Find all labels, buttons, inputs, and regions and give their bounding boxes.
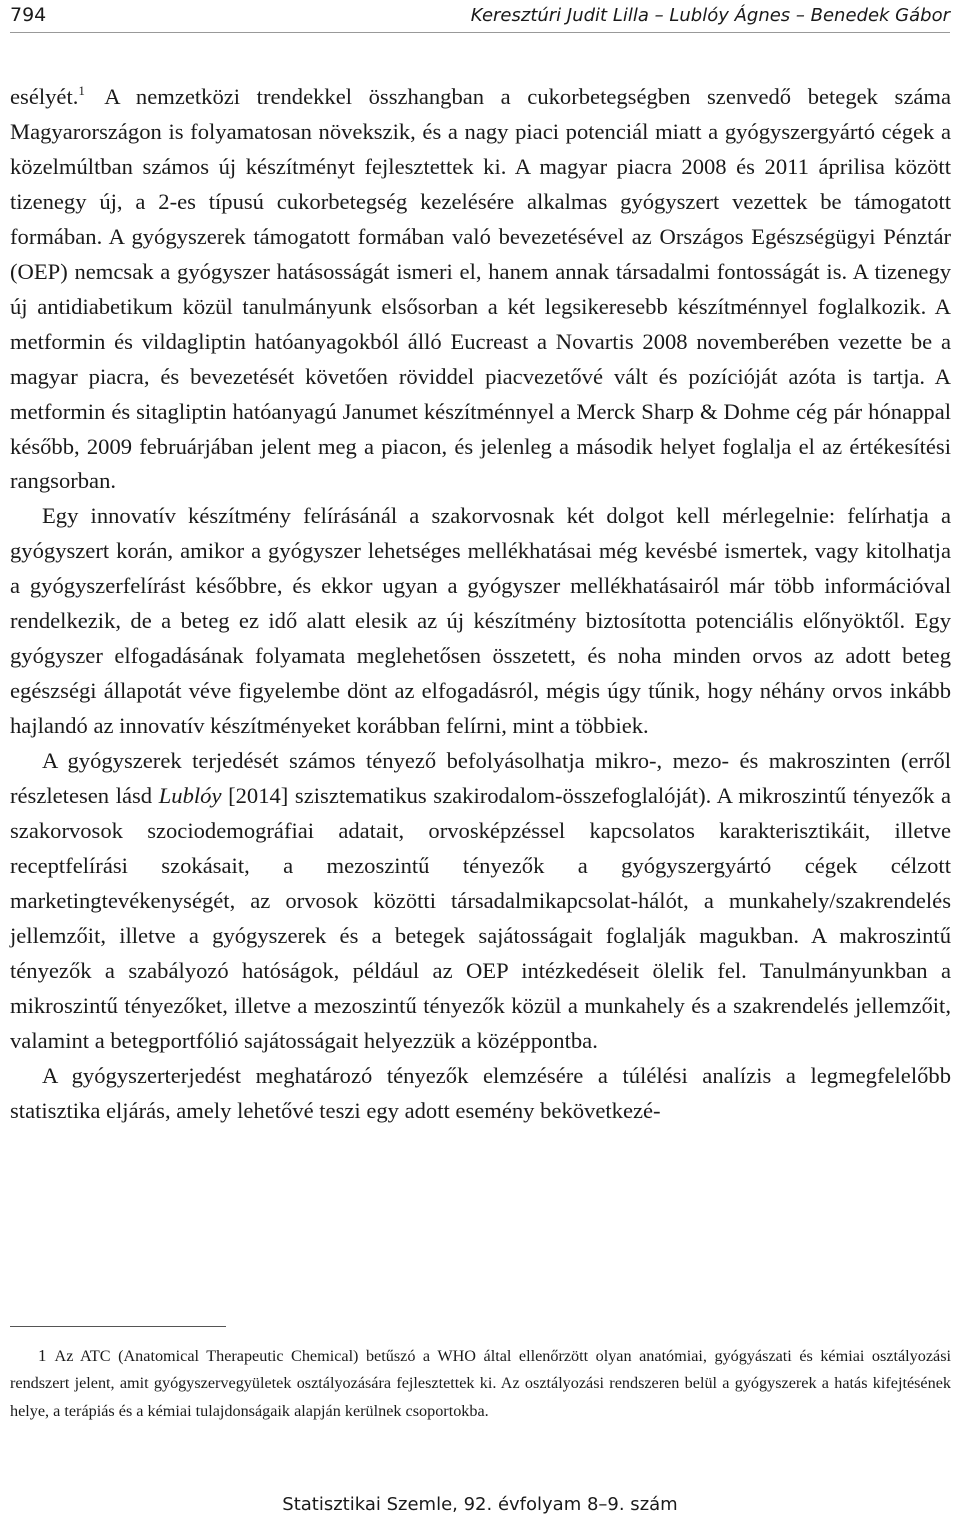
paragraph-4: A gyógyszerterjedést meghatározó tényezők elemzésére a túlélési analízis a legmegfelelőbb statisztika eljárás, amely lehetővé teszi egy adott esemény bekövetkezé- (10, 1062, 951, 1123)
page-number: 794 (10, 4, 47, 26)
article-body (10, 80, 951, 1129)
footnote (10, 1342, 951, 1425)
footnote-text: Az ATC (Anatomical Therapeutic Chemical) betűszó a WHO által ellenőrzött olyan anatómiai, gyógyászati és kémiai osztályozási rendszert jelent, amit gyógyszervegyületek osztályozására fejlesztettek ki. Az osztályozási rendszeren belül a gyógyszerek a hatás kifejtésének helye, a terápiás és a kémiai tulajdonságaik alapján kerülnek csoportokba. (10, 1347, 951, 1420)
paragraph-2: Egy innovatív készítmény felírásánál a szakorvosnak két dolgot kell mérlegelnie: felírhatja a gyógyszert korán, amikor a gyógyszer lehetséges mellékhatásai még kevésbé ismertek, vagy kitolhatja a gyógyszerfelírást későbbre, és ekkor ugyan a gyógyszer mellékhatásairól már több információval rendelkezik, de a beteg ez idő alatt elesik az új készítmény biztosította potenciális előnyöktől. Egy gyógyszer elfogadásának folyamata meglehetősen összetett, és noha minden orvos az adott beteg egészségi állapotát véve figyelembe dönt az elfogadásról, mégis úgy tűnik, hogy néhány orvos inkább hajlandó az innovatív készítményeket korábban felírni, mint a többiek. (10, 503, 951, 739)
paragraph-3 (10, 744, 951, 1059)
paragraph-3-text-b: [2014] szisztematikus szakirodalom-összefoglalóját). A mikroszintű tényezők a szakorvosok szociodemográfiai adatait, orvosképzéssel kapcsolatos karakterisztikáit, illetve receptfelírási szokásait, a mezoszintű tényezők a gyógyszergyártó cégek célzott marketingtevékenységét, az orvosok közötti társadalmikapcsolat-hálót, a munkahely/szakrendelés jellemzőit, illetve a gyógyszerek és a betegek sajátosságait foglalják magukban. A makroszintű tényezők a szabályozó hatóságok, például az OEP intézkedéseit ölelik fel. Tanulmányunkban a mikroszintű tényezőket, illetve a mezoszintű tényezők közül a munkahely és a szakrendelés jellemzőit, valamint a betegportfólió sajátosságait helyezzük a középpontba. (10, 783, 952, 1053)
paragraph-1-text: A nemzetközi trendekkel összhangban a cukorbetegségben szenvedő betegek száma Magyarországon is folyamatosan növekszik, és a nagy piaci potenciál miatt a gyógyszergyártó cégek a közelmúltban számos új készítményt fejlesztettek ki. A magyar piacra 2008 és 2011 áprilisa között tizenegy új, a 2-es típusú cukorbetegség kezelésére alkalmas gyógyszert vezettek be támogatott formában. A gyógyszerek támogatott formában való bevezetésével az Országos Egészségügyi Pénztár (OEP) nemcsak a gyógyszer hatásosságát ismeri el, hanem annak társadalmi fontosságát is. A tizenegy új antidiabetikum közül tanulmányunk elsősorban a két legsikeresebb készítménnyel foglalkozik. A metformin és vildagliptin hatóanyagokból álló Eucreast a Novartis 2008 novemberében vezette be a magyar piacra, és bevezetését követően röviddel piacvezetővé vált és pozícióját azóta is tartja. A metformin és sitagliptin hatóanyagú Janumet készítménnyel a Merck Sharp & Dohme cég pár hónappal később, 2009 februárjában jelent meg a piacon, és jelenleg a második helyet foglalja el az értékesítési rangsorban. (10, 84, 951, 494)
footnote-number: 1 (38, 1346, 47, 1365)
running-header-authors: Keresztúri Judit Lilla – Lublóy Ágnes – Benedek Gábor (470, 4, 950, 26)
running-footer: Statisztikai Szemle, 92. évfolyam 8–9. szám (282, 1494, 678, 1515)
paragraph-1-start: esélyét. (10, 84, 79, 109)
footnote-reference[interactable]: 1 (78, 83, 85, 98)
citation-author: Lublóy (158, 783, 222, 809)
running-header (10, 2, 950, 33)
paragraph-1 (10, 80, 951, 499)
footnote-divider (10, 1326, 226, 1327)
paragraph-3-text-a: A gyógyszerek terjedését számos tényező befolyásolhatja mikro-, mezo- és makroszinten (erről részletesen lásd (10, 748, 951, 809)
